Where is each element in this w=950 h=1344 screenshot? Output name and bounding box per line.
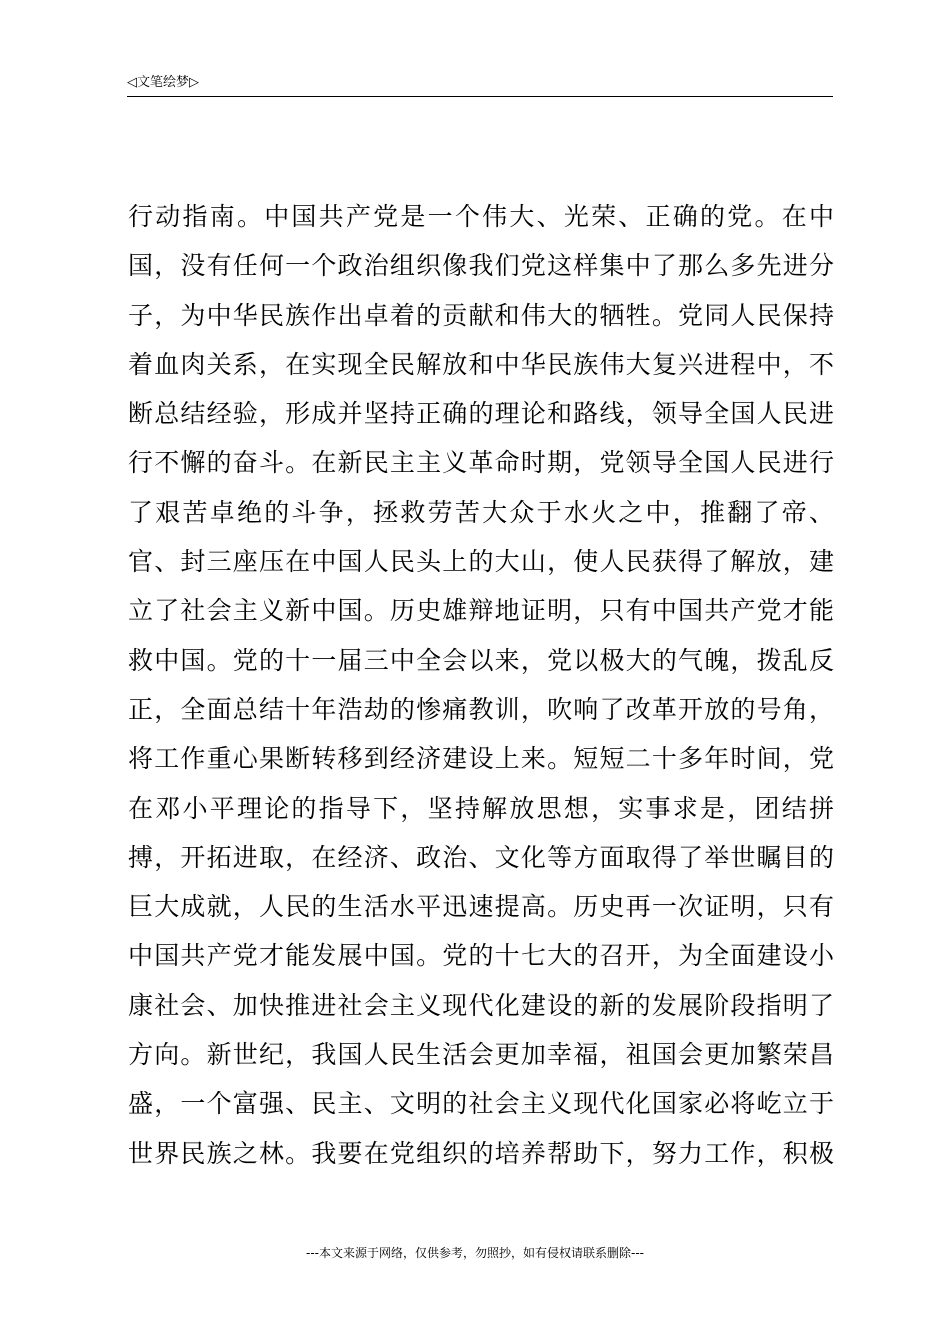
body-line: 盛，一个富强、民主、文明的社会主义现代化国家必将屹立于 bbox=[128, 1089, 834, 1119]
body-line: 了艰苦卓绝的斗争，拯救劳苦大众于水火之中，推翻了帝、 bbox=[128, 497, 834, 527]
page-footer: ---本文来源于网络，仅供参考，勿照抄，如有侵权请联系删除--- bbox=[306, 1246, 644, 1260]
body-line: 行不懈的奋斗。在新民主主义革命时期，党领导全国人民进行 bbox=[128, 448, 834, 478]
header-divider bbox=[127, 96, 833, 97]
document-body bbox=[128, 192, 834, 1178]
body-line: 着血肉关系，在实现全民解放和中华民族伟大复兴进程中，不 bbox=[128, 349, 834, 379]
body-line: 巨大成就，人民的生活水平迅速提高。历史再一次证明，只有 bbox=[128, 892, 834, 922]
body-line: 救中国。党的十一届三中全会以来，党以极大的气魄，拨乱反 bbox=[128, 645, 834, 675]
body-line: 方向。新世纪，我国人民生活会更加幸福，祖国会更加繁荣昌 bbox=[128, 1040, 834, 1070]
body-line: 立了社会主义新中国。历史雄辩地证明，只有中国共产党才能 bbox=[128, 596, 834, 626]
body-line: 搏，开拓进取，在经济、政治、文化等方面取得了举世瞩目的 bbox=[128, 842, 834, 872]
body-line: 将工作重心果断转移到经济建设上来。短短二十多年时间，党 bbox=[128, 744, 834, 774]
page-header bbox=[127, 74, 833, 98]
header-title: ◁文笔绘梦▷ bbox=[127, 75, 199, 90]
body-line: 行动指南。中国共产党是一个伟大、光荣、正确的党。在中 bbox=[128, 202, 834, 231]
body-line: 世界民族之林。我要在党组织的培养帮助下，努力工作，积极 bbox=[128, 1138, 834, 1168]
body-line: 康社会、加快推进社会主义现代化建设的新的发展阶段指明了 bbox=[128, 990, 834, 1020]
body-line: 子，为中华民族作出卓着的贡献和伟大的牺牲。党同人民保持 bbox=[128, 300, 834, 330]
body-line: 断总结经验，形成并坚持正确的理论和路线，领导全国人民进 bbox=[128, 399, 834, 429]
body-line: 正，全面总结十年浩劫的惨痛教训，吹响了改革开放的号角， bbox=[128, 694, 834, 724]
body-line: 中国共产党才能发展中国。党的十七大的召开，为全面建设小 bbox=[128, 941, 834, 971]
body-line: 国，没有任何一个政治组织像我们党这样集中了那么多先进分 bbox=[128, 251, 834, 281]
body-line: 在邓小平理论的指导下，坚持解放思想，实事求是，团结拼 bbox=[128, 793, 834, 823]
body-line: 官、封三座压在中国人民头上的大山，使人民获得了解放，建 bbox=[128, 547, 834, 577]
